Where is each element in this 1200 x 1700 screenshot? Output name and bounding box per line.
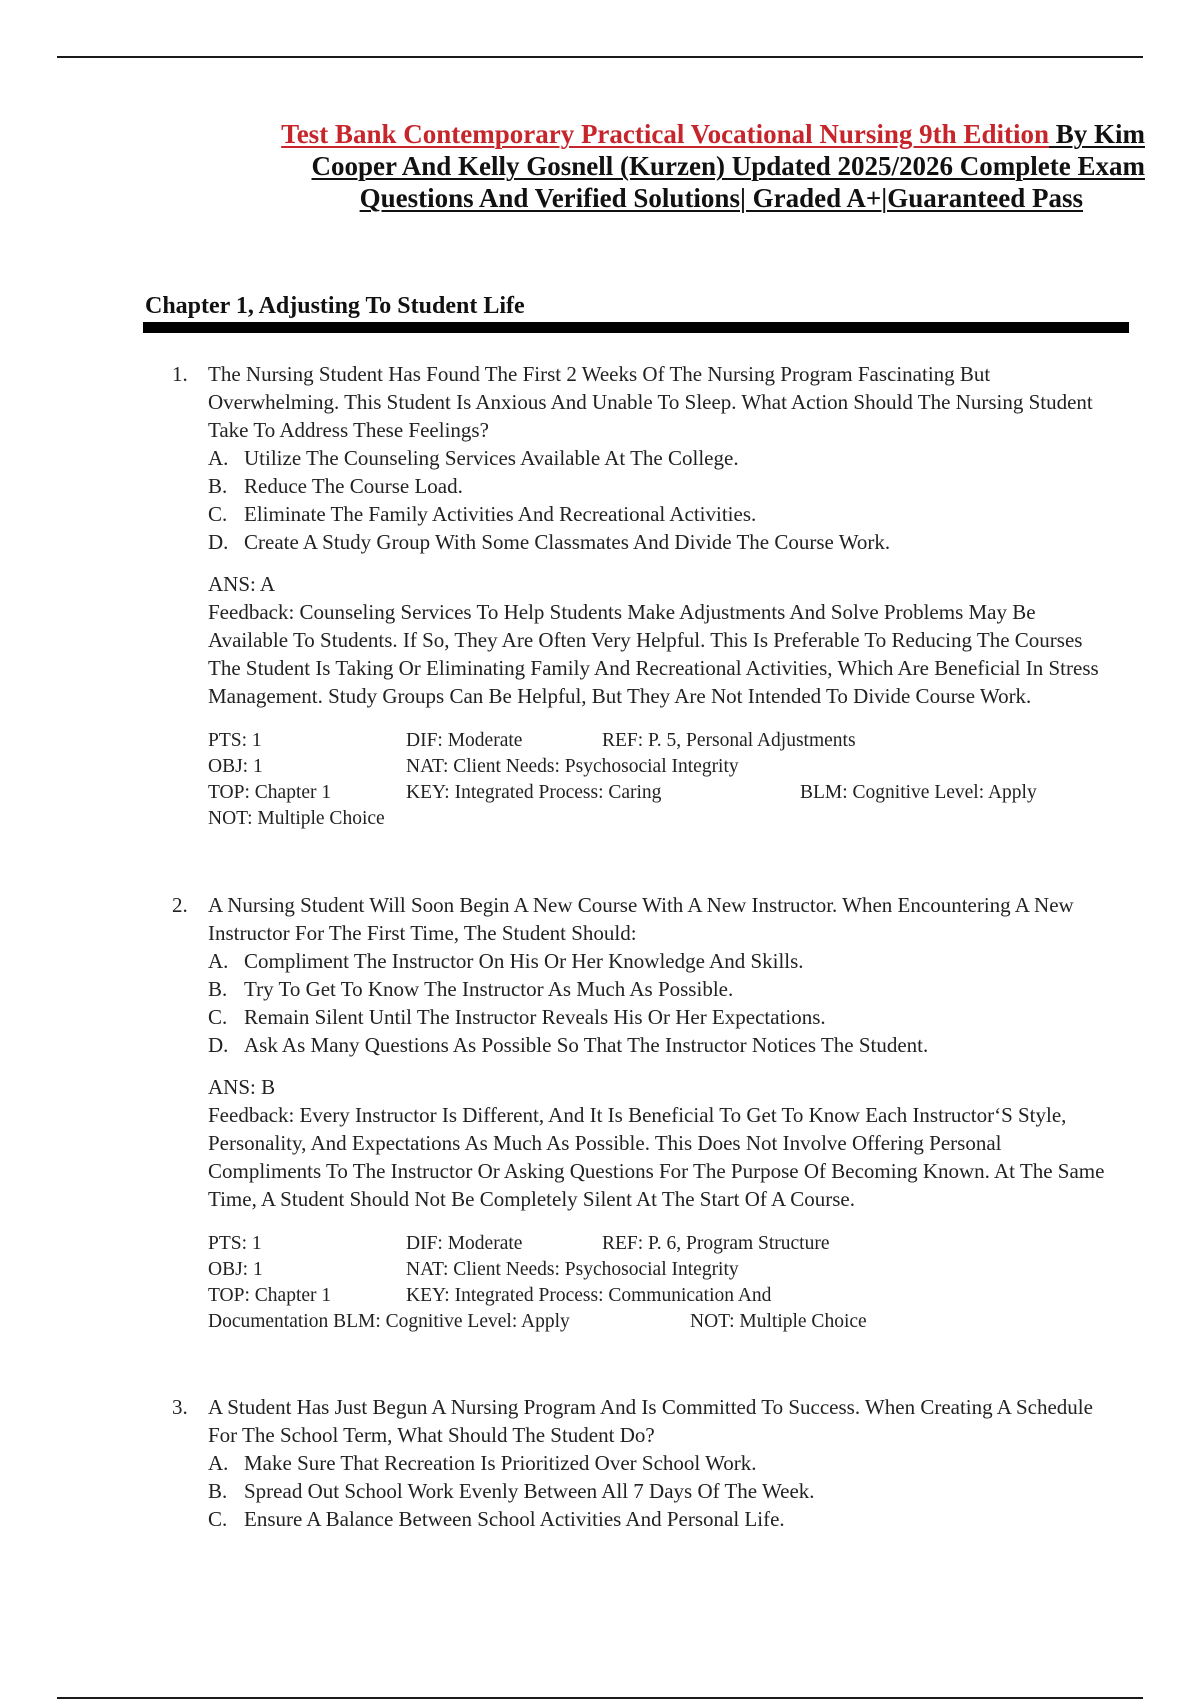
answer-key: ANS: A: [208, 572, 276, 596]
title-red-link[interactable]: Test Bank Contemporary Practical Vocational Nursing 9th Edition: [281, 119, 1049, 149]
option-d: D. Ask As Many Questions As Possible So That The Instructor Notices The Student.: [208, 1033, 929, 1057]
meta-documentation-blm: Documentation BLM: Cognitive Level: Apply: [208, 1311, 570, 1332]
question-stem: A Student Has Just Begun A Nursing Program And Is Committed To Success. When Creating A Schedule For The School Term, What Should The Student Do?: [208, 1395, 1093, 1447]
top-rule: [57, 56, 1143, 58]
option-b: B. Reduce The Course Load.: [208, 474, 463, 498]
meta-dif: DIF: Moderate: [406, 730, 523, 751]
options-list: [208, 1449, 1112, 1533]
bottom-rule: [57, 1697, 1143, 1699]
question-number: 2.: [172, 893, 188, 917]
meta-pts: PTS: 1: [208, 730, 262, 751]
options-list: [208, 444, 1112, 556]
chapter-divider: [143, 322, 1129, 333]
question-2: [172, 891, 1112, 1335]
document-title: [0, 118, 1200, 214]
question-metadata: [208, 728, 1112, 832]
option-d: D. Create A Study Group With Some Classmates And Divide The Course Work.: [208, 530, 891, 554]
title-line-2: Cooper And Kelly Gosnell (Kurzen) Updated 2025/2026 Complete Exam: [311, 151, 1145, 181]
question-number: 3.: [172, 1395, 188, 1419]
option-b: B. Spread Out School Work Evenly Between All 7 Days Of The Week.: [208, 1479, 815, 1503]
meta-ref: REF: P. 6, Program Structure: [602, 1233, 830, 1254]
meta-not: NOT: Multiple Choice: [690, 1311, 867, 1332]
answer-key: ANS: B: [208, 1075, 276, 1099]
meta-not: NOT: Multiple Choice: [208, 808, 385, 829]
meta-obj: OBJ: 1: [208, 756, 263, 777]
question-stem: The Nursing Student Has Found The First 2 Weeks Of The Nursing Program Fascinating But Overwhelming. This Student Is Anxious And Unable To Sleep. What Action Should The Nursing Student Take To Address These Feelings?: [208, 362, 1093, 442]
meta-blm: BLM: Cognitive Level: Apply: [800, 782, 1037, 803]
question-3: [172, 1393, 1112, 1533]
option-b: B. Try To Get To Know The Instructor As Much As Possible.: [208, 977, 734, 1001]
option-a: A. Compliment The Instructor On His Or Her Knowledge And Skills.: [208, 949, 804, 973]
option-c: C. Remain Silent Until The Instructor Reveals His Or Her Expectations.: [208, 1005, 826, 1029]
title-line-1: [0, 118, 1145, 150]
question-metadata: [208, 1231, 1112, 1335]
meta-top: TOP: Chapter 1: [208, 1285, 332, 1306]
question-number: 1.: [172, 362, 188, 386]
question-stem: A Nursing Student Will Soon Begin A New Course With A New Instructor. When Encountering A New Instructor For The First Time, The Student Should:: [208, 893, 1074, 945]
option-a: A. Make Sure That Recreation Is Prioritized Over School Work.: [208, 1451, 757, 1475]
meta-pts: PTS: 1: [208, 1233, 262, 1254]
meta-nat: NAT: Client Needs: Psychosocial Integrity: [406, 756, 739, 777]
option-c: C. Eliminate The Family Activities And Recreational Activities.: [208, 502, 757, 526]
question-1: [172, 360, 1112, 832]
meta-obj: OBJ: 1: [208, 1259, 263, 1280]
meta-key: KEY: Integrated Process: Caring: [406, 782, 662, 803]
meta-top: TOP: Chapter 1: [208, 782, 332, 803]
feedback-text: Feedback: Counseling Services To Help Students Make Adjustments And Solve Problems May Be Available To Students. If So, They Are Often Very Helpful. This Is Preferable To Reducing The Courses The Student Is Taking Or Eliminating Family And Recreational Activities, Which Are Beneficial In Stress Management. Study Groups Can Be Helpful, But They Are Not Intended To Divide Course Work.: [208, 600, 1099, 708]
option-c: C. Ensure A Balance Between School Activities And Personal Life.: [208, 1507, 785, 1531]
option-a: A. Utilize The Counseling Services Available At The College.: [208, 446, 739, 470]
options-list: [208, 947, 1112, 1059]
meta-nat: NAT: Client Needs: Psychosocial Integrity: [406, 1259, 739, 1280]
chapter-heading: Chapter 1, Adjusting To Student Life: [145, 293, 525, 319]
meta-dif: DIF: Moderate: [406, 1233, 523, 1254]
feedback-text: Feedback: Every Instructor Is Different, And It Is Beneficial To Get To Know Each Instructor‘S Style, Personality, And Expectations As Much As Possible. This Does Not Involve Offering Personal Compliments To The Instructor Or Asking Questions For The Purpose Of Becoming Known. At The Same Time, A Student Should Not Be Completely Silent At The Start Of A Course.: [208, 1103, 1105, 1211]
meta-key: KEY: Integrated Process: Communication And: [406, 1285, 772, 1306]
title-line-1-suffix: By Kim: [1048, 119, 1145, 149]
meta-ref: REF: P. 5, Personal Adjustments: [602, 730, 856, 751]
title-line-3: Questions And Verified Solutions| Graded A+|Guaranteed Pass: [359, 183, 1083, 213]
